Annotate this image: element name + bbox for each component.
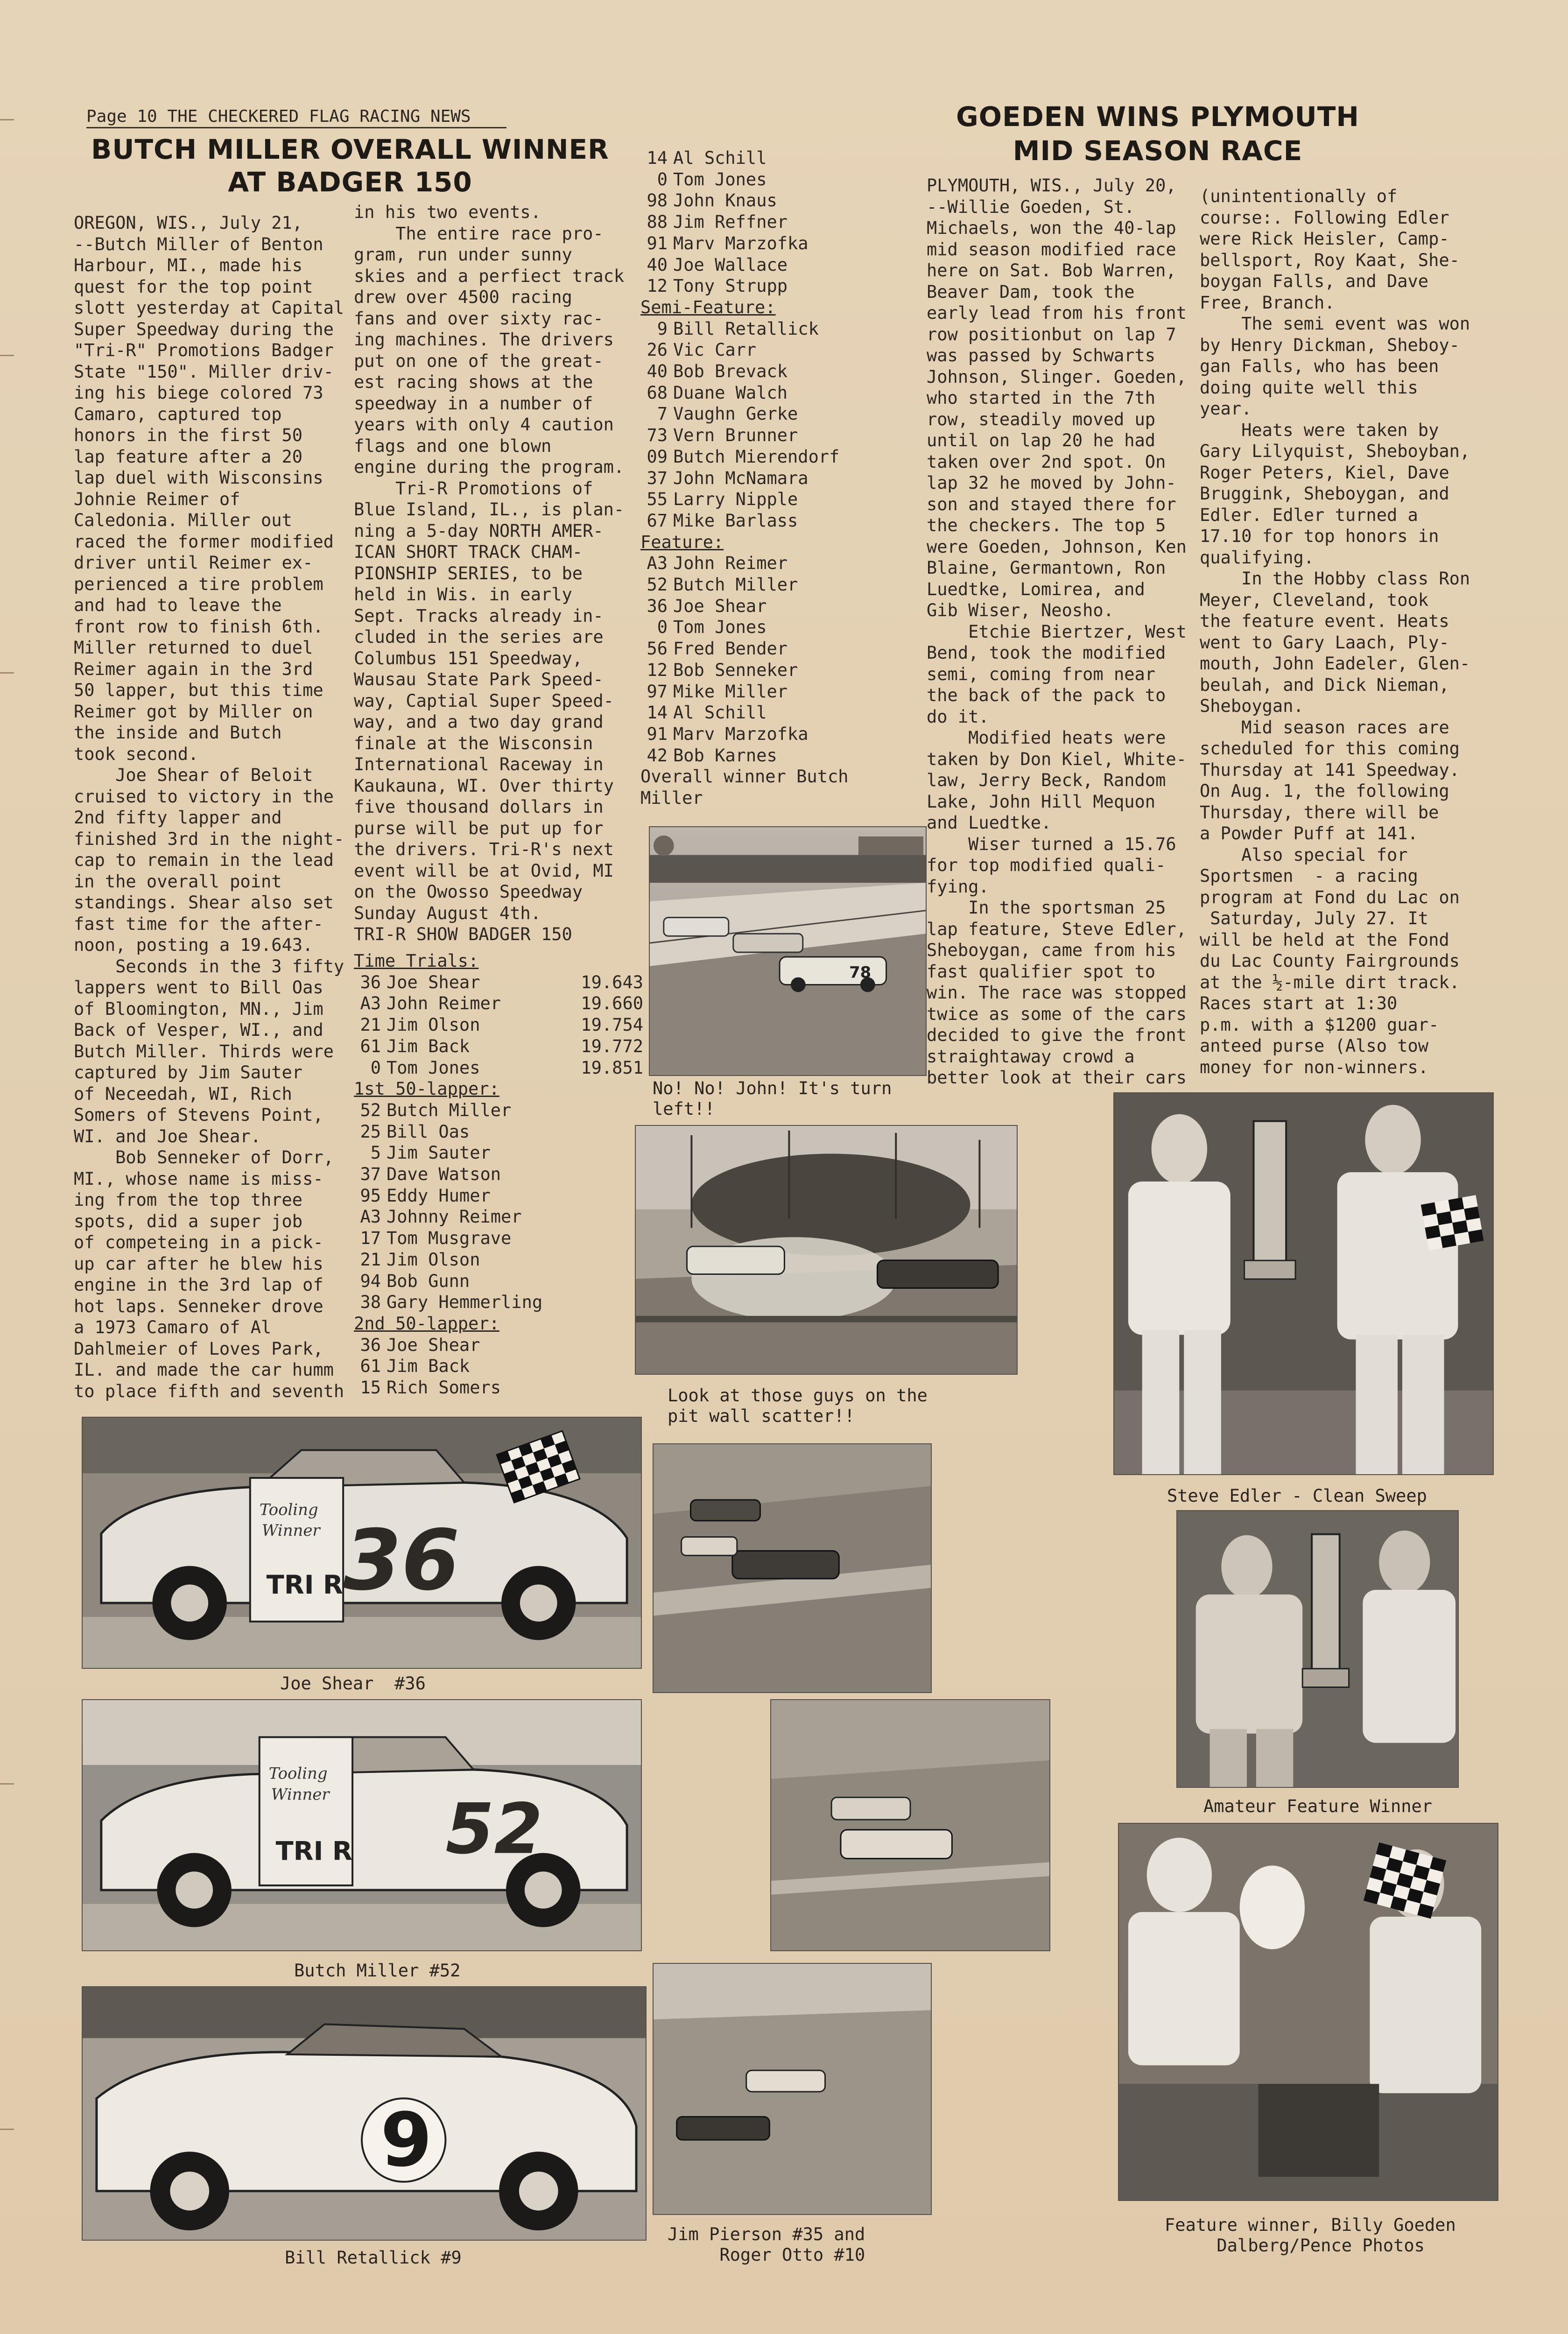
car-number: 88 (647, 212, 668, 232)
car-number: 73 (647, 425, 668, 446)
driver-name: Jim Back (387, 1036, 470, 1056)
driver-name: John McNamara (673, 468, 809, 488)
time-trials-list (354, 972, 643, 1079)
result-row (640, 339, 921, 361)
result-row (354, 1036, 643, 1057)
result-row (640, 724, 921, 745)
photo-steve-edler (1113, 1092, 1494, 1475)
driver-name: John Reimer (673, 553, 788, 574)
semi-feature-heading: Semi-Feature: (640, 297, 776, 317)
result-row (640, 617, 921, 638)
car-number: 67 (647, 510, 668, 531)
car-number: 09 (647, 446, 668, 467)
car-number: 12 (647, 660, 668, 680)
result-row (354, 1335, 643, 1356)
driver-name: Al Schill (673, 703, 767, 723)
car-number: 0 (657, 617, 668, 638)
car-number: 17 (360, 1228, 381, 1249)
car-number: 36 (647, 596, 668, 616)
fold-mark (0, 1783, 14, 1785)
driver-name: Mike Miller (673, 681, 788, 702)
car-number: 61 (360, 1036, 381, 1056)
lap-time: 19.660 (581, 993, 643, 1014)
driver-name: Eddy Humer (387, 1185, 491, 1206)
driver-name: Jim Olson (387, 1249, 480, 1270)
car-number: 14 (647, 703, 668, 723)
result-row (354, 1228, 643, 1249)
middle-results (640, 148, 921, 809)
sign-brand: TRI R (275, 1836, 352, 1867)
driver-name: Tony Strupp (673, 276, 788, 296)
driver-name: Johnny Reimer (387, 1207, 522, 1227)
car-number: 42 (647, 745, 668, 766)
left-story-column-1: OREGON, WIS., July 21, --Butch Miller of Benton Harbour, MI., made his quest for the top point slott yesterday at Capital Super Speedway during the "Tri-R" Promotions Badger State "150". Miller driv- ing his biege colored 73 Camaro, captured top honors in the first 50 lap feature after a 20 lap duel with Wisconsins Johnie Reimer of Caledonia. Miller out raced the former modified driver until Reimer ex- perienced a tire problem and had to leave the front row to finish 6th. Miller returned to duel Reimer again in the 3rd 50 lapper, but this time Reimer got by Miller on the inside and Butch took second. Joe Shear of Beloit cruised to victory in the 2nd fifty lapper and finished 3rd in the night- cap to remain in the lead in the overall point standings. Shear also set fast time for the after- noon, posting a 19.643. Seconds in the 3 fifty lappers went to Bill Oas of Bloomington, MN., Jim Back of Vesper, WI., and Butch Miller. Thirds were captured by Jim Sauter of Neceedah, WI, Rich Somers of Stevens Point, WI. and Joe Shear. Bob Senneker of Dorr, MI., whose name is miss- ing from the top three spots, did a super job of competeing in a pick- up car after he blew his engine in the 3rd lap of hot laps. Senneker drove a 1973 Camaro of Al Dahlmeier of Loves Park, IL. and made the car humm to place fifth and seventh (74, 213, 345, 1401)
result-row (640, 169, 921, 190)
first-lapper-list (354, 1100, 643, 1313)
result-row (354, 1057, 643, 1079)
photo-pit-wall (635, 1125, 1018, 1375)
driver-name: Vaughn Gerke (673, 404, 798, 424)
caption-pierson-otto: Jim Pierson #35 and Roger Otto #10 (668, 2224, 865, 2265)
caption-amateur: Amateur Feature Winner (1203, 1796, 1433, 1816)
car-number: 0 (370, 1057, 381, 1078)
sign-brand: TRI R (266, 1570, 343, 1601)
car-number: 36 (360, 1335, 381, 1355)
driver-name: Joe Wallace (673, 254, 788, 275)
car-number: 14 (647, 148, 668, 168)
result-row (354, 1377, 643, 1399)
result-row (640, 318, 921, 340)
result-row (354, 993, 643, 1014)
driver-name: Bill Retallick (673, 318, 819, 339)
result-row (354, 972, 643, 993)
middle-top-list (640, 148, 921, 297)
car-number: A3 (360, 1207, 381, 1227)
result-row (354, 1356, 643, 1377)
result-row (640, 190, 921, 211)
photo-track-action-1 (653, 1443, 932, 1693)
result-row (640, 403, 921, 425)
result-row (640, 211, 921, 233)
car-number: 68 (647, 382, 668, 403)
feature-list (640, 553, 921, 766)
feature-heading: Feature: (640, 532, 724, 552)
car-number: 26 (647, 340, 668, 360)
result-row (354, 1100, 643, 1121)
result-row (640, 660, 921, 681)
driver-name: Gary Hemmerling (387, 1292, 543, 1313)
fold-mark (0, 672, 14, 674)
result-row (354, 1142, 643, 1164)
second-lapper-heading: 2nd 50-lapper: (354, 1313, 499, 1334)
driver-name: Bob Brevack (673, 361, 788, 382)
right-headline-line1: GOEDEN WINS PLYMOUTH (956, 101, 1359, 133)
sign-line-1: Tooling (268, 1764, 328, 1783)
driver-name: Bob Karnes (673, 745, 777, 766)
car-number: 55 (647, 489, 668, 510)
caption-no-john: No! No! John! It's turn left!! (653, 1078, 892, 1119)
badger-results (354, 950, 643, 1399)
driver-name: Al Schill (673, 148, 767, 168)
fold-mark (0, 119, 14, 120)
driver-name: John Reimer (387, 993, 501, 1014)
left-headline-line2: AT BADGER 150 (228, 166, 472, 198)
driver-name: Bill Oas (387, 1121, 470, 1142)
car-number: A3 (647, 553, 668, 574)
result-row (640, 233, 921, 254)
car-number: 91 (647, 724, 668, 744)
left-headline-line1: BUTCH MILLER OVERALL WINNER (91, 134, 609, 165)
lap-time: 19.754 (581, 1015, 643, 1035)
caption-joe-shear: Joe Shear #36 (280, 1673, 426, 1694)
car-number: 37 (647, 468, 668, 488)
driver-name: Marv Marzofka (673, 233, 809, 253)
driver-name: Vern Brunner (673, 425, 798, 446)
driver-name: Jim Olson (387, 1015, 480, 1035)
result-row (640, 681, 921, 703)
caption-pit-wall: Look at those guys on the pit wall scatter!! (668, 1385, 928, 1426)
driver-name: Jim Back (387, 1356, 470, 1377)
caption-feature-winner: Feature winner, Billy Goeden Dalberg/Pence Photos (1165, 2215, 1456, 2256)
photo-car-number-9: 9 (380, 2096, 432, 2184)
car-number: 97 (647, 681, 668, 702)
result-row (640, 361, 921, 382)
right-story-column-1: PLYMOUTH, WIS., July 20, --Willie Goeden, St. Michaels, won the 40-lap mid season modified race here on Sat. Bob Warren, Beaver Dam, took the early lead from his front row positionbut on lap 7 was passed by Schwarts Johnson, Slinger. Goeden, who started in the 7th row, steadily moved up until on lap 20 he had taken over 2nd spot. On lap 32 he moved by John- son and stayed there for the checkers. The top 5 were Goeden, Johnson, Ken Blaine, Germantown, Ron Luedtke, Lomirea, and Gib Wiser, Neosho. Etchie Biertzer, West Bend, took the modified semi, coming from near the back of the pack to do it. Modified heats were taken by Don Kiel, White- law, Jerry Beck, Random Lake, John Hill Mequon and Luedtke. Wiser turned a 15.76 for top modified quali- fying. In the sportsman 25 lap feature, Steve Edler, Sheboygan, came from his fast qualifier spot to win. The race was stopped twice as some of the cars decided to give the front straightaway crowd a better look at their cars (927, 176, 1187, 1088)
result-row (354, 1292, 643, 1313)
fold-mark (0, 355, 14, 356)
driver-name: Joe Shear (387, 1335, 480, 1355)
result-row (354, 1249, 643, 1271)
car-number: 5 (370, 1143, 381, 1163)
car-number: 40 (647, 361, 668, 382)
result-row (640, 425, 921, 446)
driver-name: Bob Senneker (673, 660, 798, 680)
driver-name: Jim Sauter (387, 1143, 491, 1163)
driver-name: Mike Barlass (673, 510, 798, 531)
car-number: 7 (657, 404, 668, 424)
driver-name: Bob Gunn (387, 1271, 470, 1291)
result-row (640, 489, 921, 510)
overall-winner: Overall winner Butch Miller (640, 766, 849, 808)
driver-name: Tom Jones (673, 169, 767, 190)
driver-name: Tom Jones (387, 1057, 480, 1078)
car-number: 52 (647, 575, 668, 595)
result-row (640, 574, 921, 596)
car-number: 21 (360, 1249, 381, 1270)
result-row (640, 382, 921, 404)
right-headline-line2: MID SEASON RACE (1013, 135, 1303, 167)
car-number: 61 (360, 1356, 381, 1377)
car-number: 40 (647, 254, 668, 275)
car-number: 36 (360, 972, 381, 992)
second-lapper-list (354, 1335, 643, 1399)
photo-car-number-52: 52 (445, 1789, 543, 1870)
lap-time: 19.643 (581, 972, 643, 992)
result-row (640, 702, 921, 724)
result-row (354, 1121, 643, 1143)
result-row (354, 1271, 643, 1292)
photo-car-number: 78 (849, 963, 872, 982)
driver-name: Marv Marzofka (673, 724, 809, 744)
car-number: 56 (647, 639, 668, 659)
car-number: 38 (360, 1292, 381, 1313)
driver-name: Vic Carr (673, 340, 757, 360)
driver-name: Tom Jones (673, 617, 767, 638)
result-row (640, 275, 921, 297)
result-row (640, 468, 921, 489)
car-number: 94 (360, 1271, 381, 1291)
photo-feature-winner (1118, 1823, 1498, 2201)
driver-name: John Knaus (673, 190, 777, 211)
car-number: 12 (647, 276, 668, 296)
caption-butch-miller: Butch Miller #52 (294, 1961, 461, 1981)
result-row (640, 254, 921, 276)
result-row (640, 510, 921, 532)
result-row (640, 553, 921, 574)
photo-amateur-winner (1176, 1510, 1459, 1788)
driver-name: Rich Somers (387, 1378, 501, 1398)
car-number: 52 (360, 1100, 381, 1120)
left-story-column-2: in his two events. The entire race pro- gram, run under sunny skies and a perfiect track drew over 4500 racing fans and over sixty rac- ing machines. The drivers put on one of the great- est racing shows at the speedway in a number of years with only 4 caution flags and one blown engine during the program. Tri-R Promotions of Blue Island, IL., is plan- ning a 5-day NORTH AMER- ICAN SHORT TRACK CHAM- PIONSHIP SERIES, to be held in Wis. in early Sept. Tracks already in- cluded in the series are Columbus 151 Speedway, Wausau State Park Speed- way, Captial Super Speed- way, and a two day grand finale at the Wisconsin International Raceway in Kaukauna, WI. Over thirty five thousand dollars in purse will be put up for the drivers. Tri-R's next event will be at Ovid, MI on the Owosso Speedway Sunday August 4th. TRI-R SHOW BADGER 150 (354, 202, 625, 944)
photo-butch-miller (82, 1699, 642, 1951)
photo-track-action-2 (770, 1699, 1050, 1951)
result-row (354, 1206, 643, 1228)
page-folio: Page 10 THE CHECKERED FLAG RACING NEWS (86, 106, 506, 128)
car-number: 21 (360, 1015, 381, 1035)
result-row (354, 1164, 643, 1185)
sign-line-1: Tooling (259, 1500, 318, 1519)
sign-line-2: Winner (271, 1785, 330, 1804)
driver-name: Butch Miller (673, 575, 798, 595)
car-number: 91 (647, 233, 668, 253)
semi-feature-list (640, 318, 921, 532)
photo-bill-retallick (82, 1986, 647, 2241)
driver-name: Joe Shear (387, 972, 480, 992)
driver-name: Fred Bender (673, 639, 788, 659)
driver-name: Tom Musgrave (387, 1228, 512, 1249)
photo-pierson-otto (653, 1963, 932, 2215)
car-number: 15 (360, 1378, 381, 1398)
car-number: 9 (657, 318, 668, 339)
first-lapper-heading: 1st 50-lapper: (354, 1079, 499, 1099)
time-trials-heading: Time Trials: (354, 951, 479, 971)
car-number: 95 (360, 1185, 381, 1206)
photo-car-number-36: 36 (343, 1512, 460, 1610)
lap-time: 19.772 (581, 1036, 643, 1056)
sign-line-2: Winner (261, 1521, 320, 1540)
driver-name: Duane Walch (673, 382, 788, 403)
car-number: 37 (360, 1164, 381, 1185)
car-number: 98 (647, 190, 668, 211)
driver-name: Jim Reffner (673, 212, 788, 232)
result-row (354, 1014, 643, 1036)
caption-steve-edler: Steve Edler - Clean Sweep (1167, 1486, 1427, 1506)
photo-track-cars (649, 826, 927, 1076)
result-row (640, 596, 921, 617)
car-number: 0 (657, 169, 668, 190)
result-row (640, 446, 921, 468)
driver-name: Joe Shear (673, 596, 767, 616)
driver-name: Butch Mierendorf (673, 446, 840, 467)
photo-joe-shear (82, 1417, 642, 1669)
driver-name: Larry Nipple (673, 489, 798, 510)
driver-name: Dave Watson (387, 1164, 501, 1185)
right-story-column-2: (unintentionally of course:. Following Edler were Rick Heisler, Camp- bellsport, Roy Kaat, She- boygan Falls, and Dave Free, Branch. The semi event was won by Henry Dickman, Sheboy- gan Falls, who has been doing quite well this year. Heats were taken by Gary Lilyquist, Sheboyban, Roger Peters, Kiel, Dave Bruggink, Sheboygan, and Edler. Edler turned a 17.10 for top honors in qualifying. In the Hobby class Ron Meyer, Cleveland, took the feature event. Heats went to Gary Laach, Ply- mouth, John Eadeler, Glen- beulah, and Dick Nieman, Sheboygan. Mid season races are scheduled for this coming Thursday at 141 Speedway. On Aug. 1, the following Thursday, there will be a Powder Puff at 141. Also special for Sportsmen - a racing program at Fond du Lac on Saturday, July 27. It will be held at the Fond du Lac County Fairgrounds at the ½-mile dirt track. Races start at 1:30 p.m. with a $1200 guar- anteed purse (Also tow money for non-winners. (1200, 186, 1470, 1077)
result-row (640, 638, 921, 660)
lap-time: 19.851 (581, 1057, 643, 1078)
car-number: A3 (360, 993, 381, 1014)
result-row (640, 745, 921, 766)
result-row (354, 1185, 643, 1207)
driver-name: Butch Miller (387, 1100, 512, 1120)
car-number: 25 (360, 1121, 381, 1142)
fold-mark (0, 2129, 14, 2130)
caption-bill-retallick: Bill Retallick #9 (285, 2248, 462, 2268)
result-row (640, 148, 921, 169)
